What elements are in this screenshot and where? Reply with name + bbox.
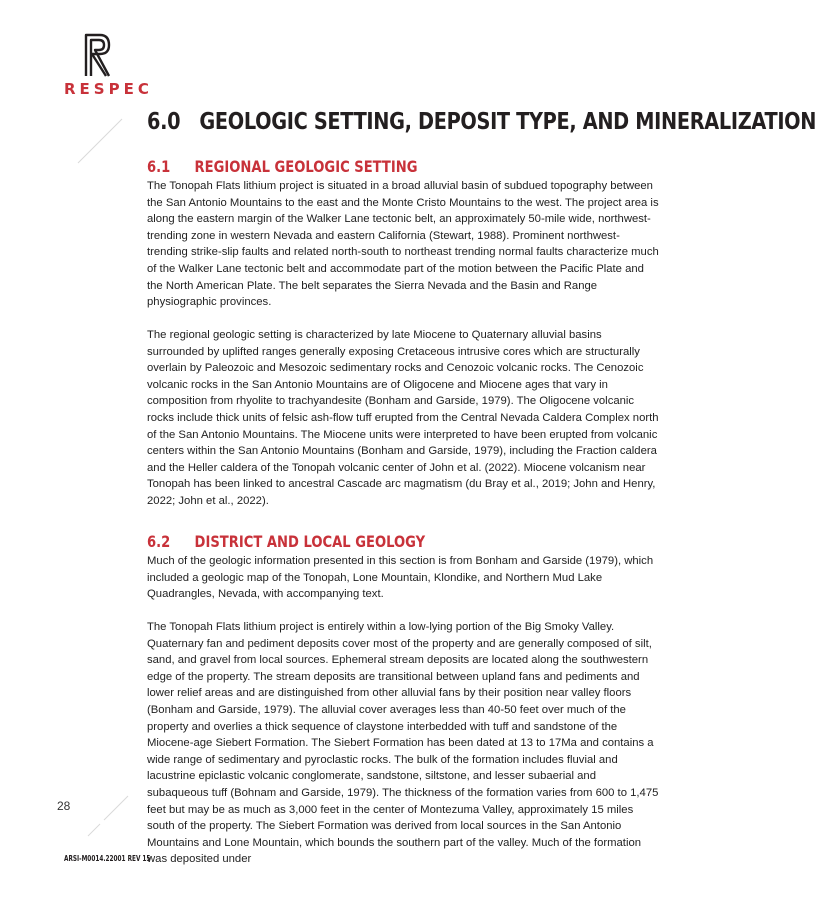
paragraph: The Tonopah Flats lithium project is situated in a broad alluvial basin of subdued topography between the San Antonio Mountains to the east and the Monte Cristo Mountains to the west. The project area is along the eastern margin of the Walker Lane tectonic belt, an approximately 50-mile wide, northwest-trending zone in western Nevada and eastern California (Stewart, 1988). Prominent northwest-trending strike-slip faults and related north-south to northeast trending normal faults characterize much of the Walker Lane tectonic belt and accommodate part of the motion between the Pacific Plate and the North American Plate. The belt separates the Sierra Nevada and the Basin and Range physiographic provinces. xyxy=(147,180,659,309)
paragraph: Much of the geologic information presented in this section is from Bonham and Garside (1979), which included a geologic map of the Tonopah, Lone Mountain, Klondike, and Northern Mud Lake Quadrangles, Nevada, with accompanying text. xyxy=(147,555,654,601)
section-title: GEOLOGIC SETTING, DEPOSIT TYPE, AND MINERALIZATION xyxy=(199,109,816,135)
subsection-heading-6-2 xyxy=(147,532,425,551)
page-number: 28 xyxy=(57,799,71,813)
document-code: ARSI-M0014.22001 REV 15 xyxy=(64,854,151,863)
subsection-number: 6.2 xyxy=(147,532,171,551)
subsection-number: 6.1 xyxy=(147,157,171,176)
subsection-heading-6-1 xyxy=(147,157,418,176)
subsection-title: REGIONAL GEOLOGIC SETTING xyxy=(194,157,418,176)
subsection-title: DISTRICT AND LOCAL GEOLOGY xyxy=(194,532,426,551)
paragraph: The Tonopah Flats lithium project is entirely within a low-lying portion of the Big Smoky Valley. Quaternary fan and pediment deposits cover most of the property and are generally composed of silt, sand, and gravel from local sources. Ephemeral stream deposits are located along the southwestern edge of the property. The stream deposits are transitional between upland fans and pediments and lower relief areas and are distinguished from other alluvial fans by their position near valley floors (Bonham and Garside, 1979). The alluvial cover averages less than 40-50 feet over much of the property and overlies a thick sequence of claystone interbedded with tuff and sandstone of the Miocene-age Siebert Formation. The Siebert Formation has been dated at 13 to 17Ma and contains a wide range of sedimentary and pyroclastic rocks. The bulk of the formation includes fluvial and lacustrine epiclastic volcanic conglomerate, sandstone, siltstone, and lesser subaerial and subaqueous tuff (Bohnam and Garside, 1979). The thickness of the formation varies from 600 to 1,475 feet but may be as much as 3,000 feet in the center of Montezuma Valley, approximately 15 miles south of the property. The Siebert Formation was derived from local sources in the San Antonio Mountains and Lone Mountain, which bounds the southern part of the valley. Much of the formation was deposited under xyxy=(147,621,659,866)
section-number: 6.0 xyxy=(147,109,181,135)
paragraph: The regional geologic setting is characterized by late Miocene to Quaternary alluvial basins surrounded by uplifted ranges generally exposing Cretaceous intrusive cores which are structurally overlain by Paleozoic and Mesozoic sedimentary rocks and Cenozoic volcanic rocks. The Cenozoic volcanic rocks in the San Antonio Mountains are of Oligocene and Miocene ages that vary in composition from rhyolite to trachyandesite (Bonham and Garside, 1979). The Oligocene volcanic rocks include thick units of felsic ash-flow tuff erupted from the Central Nevada Caldera Complex north of the San Antonio Mountains. The Miocene units were interpreted to have been erupted from volcanic centers within the San Antonio Mountains (Bonham and Garside, 1979), including the Fraction caldera and the Heller caldera of the Tonopah volcanic center of John et al. (2022). Miocene volcanism near Tonopah has been linked to ancestral Cascade arc magmatism (du Bray et al., 2019; John and Henry, 2022; John et al., 2022). xyxy=(147,329,659,507)
logo-wordmark: RESPEC xyxy=(64,80,153,98)
section-heading xyxy=(147,109,816,135)
